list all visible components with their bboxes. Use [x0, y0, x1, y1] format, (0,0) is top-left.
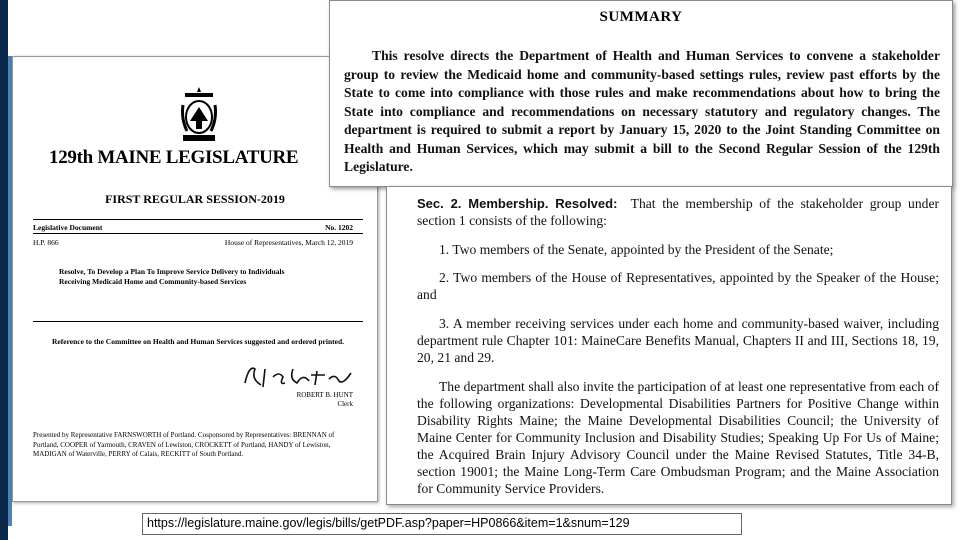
membership-heading: Sec. 2. Membership. Resolved:	[417, 196, 618, 211]
source-url-caption	[142, 513, 742, 535]
clerk-name: ROBERT B. HUNT	[296, 391, 353, 399]
summary-text: This resolve directs the Department of Health and Human Services to convene a stakeholder group to review the Medicaid home and community-based settings rules, review past efforts by the State to come into compliance with those rules and make recommendations about how to bring the State into compliance and recommendations on necessary statutory and regulatory changes. The department is required to submit a report by January 15, 2020 to the Joint Standing Committee on Health and Human Services, which may submit a bill to the Second Regular Session of the 129th Legislature.	[344, 48, 940, 174]
clerk-signature-icon	[239, 359, 359, 393]
ld-number: No. 1202	[325, 223, 353, 232]
membership-item: 3. A member receiving services under each home and community-based waiver, including department rule Chapter 101: MaineCare Benefits Manual, Chapters II and III, Sections 18, 19, 20, 21 and 29.	[417, 316, 939, 365]
divider	[33, 219, 363, 220]
ld-label: Legislative Document	[33, 223, 103, 232]
membership-intro	[417, 195, 939, 229]
sponsors-text: Presented by Representative FARNSWORTH of Portland. Cosponsored by Representatives: BRENNAN of Portland, COOPER of Yarmouth, CRAVEN of Lewiston, CROCKETT of Portland, HANDY of Lewiston, MADIGAN of Waterville, PERRY of Calais, RECKITT of South Portland.	[33, 431, 335, 458]
session-title: FIRST REGULAR SESSION-2019	[105, 192, 285, 206]
divider	[33, 321, 363, 322]
divider	[33, 233, 363, 234]
membership-item: 1. Two members of the Senate, appointed by the President of the Senate;	[439, 242, 834, 257]
hp-number: H.P. 866	[33, 238, 59, 247]
slide-accent-bar	[0, 0, 8, 540]
organizations-text: The department shall also invite the participation of at least one representative from each of the following organizations: Developmental Disabilities Partners for Positive Change within Disability Rights Maine; the Maine Developmental Disabilities Council; the University of Maine Center for Community Inclusion and Disability Studies; Speaking Up For Us of Maine; the Acquired Brain Injury Advisory Council under the Maine Revised Statutes, Title 34-B, section 19001; the Maine Long-Term Care Ombudsman Program; and the Maine Association for Community Service Providers.	[417, 379, 939, 496]
clerk-title: Clerk	[337, 400, 353, 408]
summary-box	[329, 0, 953, 187]
committee-reference: Reference to the Committee on Health and Human Services suggested and ordered printed.	[52, 337, 344, 346]
membership-item: 2. Two members of the House of Representatives, appointed by the Speaker of the House; and	[417, 270, 939, 302]
maine-state-seal-icon	[179, 85, 219, 145]
chamber-date: House of Representatives, March 12, 2019	[224, 238, 353, 247]
source-url[interactable]: https://legislature.maine.gov/legis/bills/getPDF.asp?paper=HP0866&item=1&snum=129	[147, 516, 630, 530]
legislature-title: 129th MAINE LEGISLATURE	[49, 147, 299, 168]
membership-section	[386, 186, 952, 505]
membership-intro-text: That the membership of the stakeholder group under section 1 consists of the following:	[417, 196, 940, 228]
summary-heading: SUMMARY	[599, 9, 683, 25]
resolve-title: Resolve, To Develop a Plan To Improve Service Delivery to Individuals Receiving Medicaid Home and Community-based Services	[59, 267, 285, 286]
bill-cover-page	[12, 56, 378, 502]
